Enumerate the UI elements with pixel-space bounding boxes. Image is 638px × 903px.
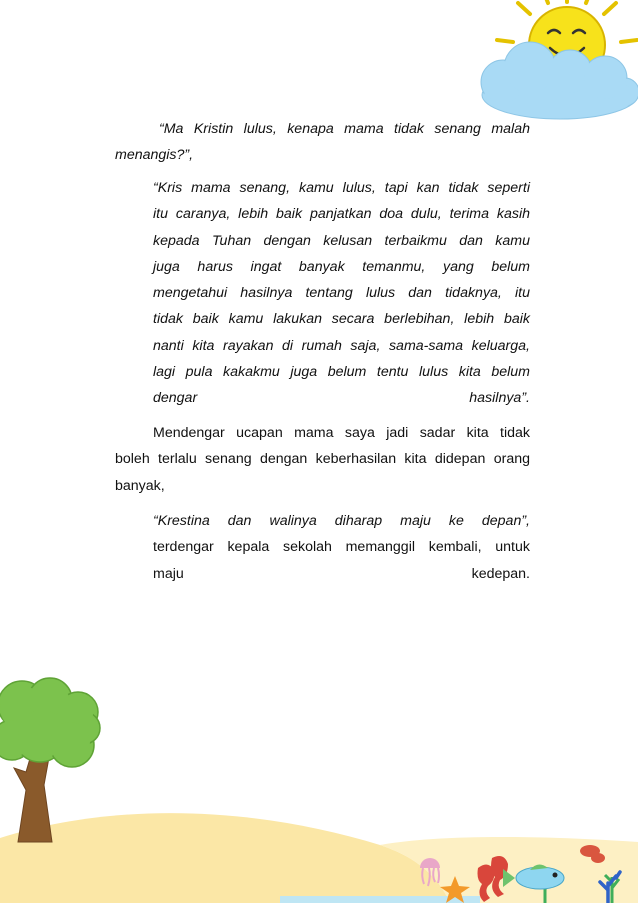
paragraph-4 (153, 508, 530, 587)
paragraph-2 (153, 175, 530, 412)
text-line: “Kris mama senang, kamu lulus, tapi kan tidak seperti (153, 180, 530, 196)
text-line: Mendengar ucapan mama saya jadi sadar kita tidak (153, 425, 530, 441)
paragraph-1 (115, 116, 530, 169)
text-line: menangis?”, (115, 147, 194, 164)
text-line: mengetahui hasilnya tentang lulus dan tidaknya, itu (153, 285, 530, 302)
text-line: banyak, (115, 477, 165, 494)
text-line: tidak baik kamu lakukan secara berlebihan, lebih baik (153, 311, 530, 328)
text-line: “Ma Kristin lulus, kenapa mama tidak senang malah (159, 121, 530, 137)
text-line: kepada Tuhan dengan kelusan terbaikmu dan kamu (153, 232, 530, 249)
paragraph-3 (115, 420, 530, 499)
text-line: nanti kita rayakan di rumah saja, sama-sama keluarga, (153, 337, 530, 354)
text-line: lagi pula kakakmu juga belum tentu lulus kita belum (153, 364, 530, 381)
text-line: dengar hasilnya”. (153, 390, 530, 407)
text-line: maju kedepan. (153, 565, 530, 582)
text-line: juga harus ingat banyak temanmu, yang belum (153, 258, 530, 275)
text-line: boleh terlalu senang dengan keberhasilan kita didepan orang (115, 451, 530, 468)
text-line: terdengar kepala sekolah memanggil kembali, untuk (153, 539, 530, 556)
text-line: “Krestina dan walinya diharap maju ke depan”, (153, 513, 530, 529)
text-line: itu caranya, lebih baik panjatkan doa dulu, terima kasih (153, 206, 530, 223)
